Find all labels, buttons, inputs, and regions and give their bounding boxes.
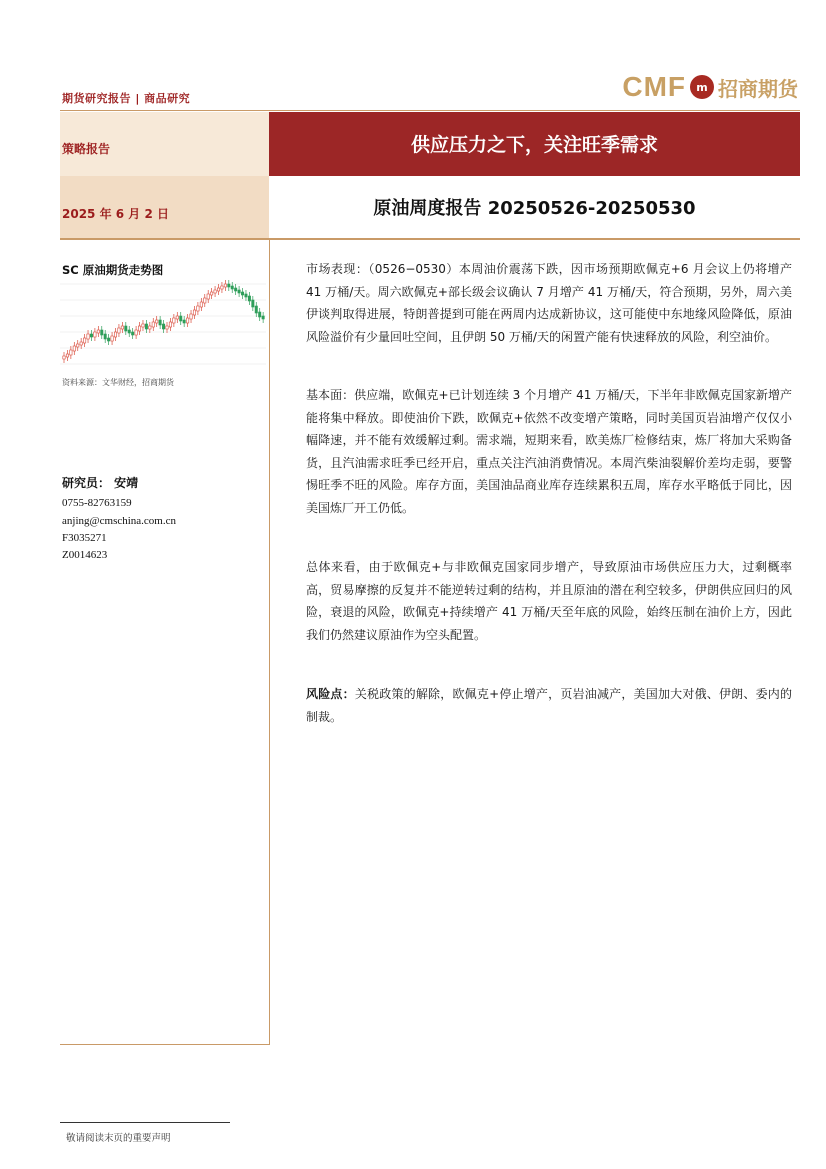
candle-body: [200, 302, 202, 307]
logo-badge-icon: m: [690, 75, 714, 99]
report-category: 期货研究报告 | 商品研究: [62, 92, 191, 105]
candle-body: [159, 320, 161, 325]
candle-body: [73, 346, 75, 351]
candle-body: [66, 354, 68, 357]
candle-body: [210, 292, 212, 295]
candle-body: [83, 338, 85, 343]
candle-body: [107, 338, 109, 341]
footer-rule: [60, 1122, 230, 1123]
candle-body: [186, 318, 188, 323]
candle-body: [197, 306, 199, 311]
logo-company-name: 招商期货: [718, 76, 798, 101]
candle-body: [255, 306, 257, 313]
candle-body: [204, 298, 206, 303]
candle-body: [77, 344, 79, 347]
license-number-1: F3035271: [62, 532, 107, 544]
paragraph-market-performance: 市场表现：（0526−0530）本周油价震荡下跌，因市场预期欧佩克+6 月会议上仍将增产 41 万桶/天。周六欧佩克+部长级会议确认 7 月增产 41 万桶/天，符合预期，另外，周六美伊谈判取得进展，特朗普提到可能在两周内达成新协议，这可能使中东地缘风险降低，原油风险溢价有少量回吐空间，且伊朗 50 万桶/天的闲置产能有快速释放的风险，利空油价。: [306, 262, 792, 344]
candle-body: [252, 300, 254, 307]
candle-body: [97, 330, 99, 333]
report-title: 供应压力之下，关注旺季需求: [410, 134, 658, 156]
report-subtitle: 原油周度报告 20250526-20250530: [373, 198, 696, 219]
candle-body: [80, 342, 82, 345]
candle-body: [114, 332, 116, 337]
researcher-name: 研究员： 安靖: [62, 476, 139, 490]
candle-body: [169, 322, 171, 327]
candle-body: [135, 330, 137, 335]
risk-label: 风险点：: [306, 687, 355, 701]
candle-body: [231, 286, 233, 289]
candle-body: [224, 284, 226, 287]
report-date: 2025 年 6 月 2 日: [62, 207, 169, 221]
chart-source: 资料来源：文华财经，招商期货: [62, 378, 174, 387]
candle-body: [101, 330, 103, 335]
candle-body: [241, 292, 243, 295]
column-divider: [269, 240, 270, 1045]
candle-body: [193, 310, 195, 315]
company-logo: [622, 70, 798, 104]
left-column-bottom-rule: [60, 1044, 270, 1045]
candle-body: [234, 288, 236, 291]
candle-body: [121, 326, 123, 329]
candle-body: [138, 326, 140, 331]
candle-body: [142, 324, 144, 327]
candle-body: [145, 324, 147, 329]
candle-body: [214, 290, 216, 293]
candle-body: [63, 356, 65, 359]
researcher-email[interactable]: anjing@cmschina.com.cn: [62, 515, 176, 527]
candle-body: [238, 290, 240, 293]
candle-body: [221, 286, 223, 289]
chart-title: SC 原油期货走势图: [62, 263, 164, 277]
candle-body: [217, 288, 219, 291]
paragraph-fundamentals: 基本面：供应端，欧佩克+已计划连续 3 个月增产 41 万桶/天，下半年非欧佩克国家新增产能将集中释放。即使油价下跌，欧佩克+依然不改变增产策略，同时美国页岩油增产仅仅小幅降速，并不能有效缓解过剩。需求端，短期来看，欧美炼厂检修结束，炼厂将加大采购备货，且汽油需求旺季已经开启，重点关注汽油消费情况。本周汽柴油裂解价差均走弱，要警惕旺季不旺的风险。库存方面，美国油品商业库存连续累积五周，库存水平略低于同比，因美国炼厂开工仍低。: [306, 388, 792, 515]
candle-body: [173, 318, 175, 323]
candle-body: [125, 326, 127, 331]
header-rule: [60, 110, 800, 111]
candle-body: [94, 332, 96, 337]
candle-body: [176, 316, 178, 319]
risk-text: 关税政策的解除，欧佩克+停止增产，页岩油减产，美国加大对俄、伊朗、委内的制裁。: [306, 687, 792, 724]
candle-body: [248, 296, 250, 301]
candle-body: [166, 326, 168, 329]
sc-crude-candlestick-chart: [60, 276, 266, 374]
candle-body: [262, 316, 264, 319]
candle-body: [128, 330, 130, 333]
candle-body: [149, 326, 151, 329]
candle-body: [245, 294, 247, 297]
candle-body: [180, 316, 182, 321]
candle-body: [111, 336, 113, 341]
license-number-2: Z0014623: [62, 549, 108, 561]
candle-body: [228, 284, 230, 287]
candle-body: [156, 320, 158, 323]
candle-body: [162, 324, 164, 329]
report-type: 策略报告: [62, 142, 111, 156]
candle-body: [259, 312, 261, 317]
footer-notice: 敬请阅读末页的重要声明: [66, 1133, 171, 1144]
candle-body: [118, 328, 120, 333]
researcher-phone: 0755-82763159: [62, 497, 132, 509]
paragraph-overall: 总体来看，由于欧佩克+与非欧佩克国家同步增产，导致原油市场供应压力大，过剩概率高，贸易摩擦的反复并不能逆转过剩的结构，并且原油的潜在利空较多，伊朗供应回归的风险，衰退的风险，欧佩克+持续增产 41 万桶/天至年底的风险，始终压制在油价上方，因此我们仍然建议原油作为空头配置。: [306, 560, 792, 642]
candle-body: [152, 322, 154, 327]
candle-body: [104, 334, 106, 339]
candle-body: [87, 334, 89, 339]
candle-body: [90, 334, 92, 337]
candle-body: [207, 294, 209, 299]
title-band-rule: [60, 238, 800, 240]
candle-body: [190, 314, 192, 319]
logo-cmf-text: CMF: [622, 71, 686, 102]
paragraph-risk: [306, 683, 792, 728]
candle-body: [183, 320, 185, 323]
candle-body: [70, 350, 72, 355]
candle-body: [131, 332, 133, 335]
